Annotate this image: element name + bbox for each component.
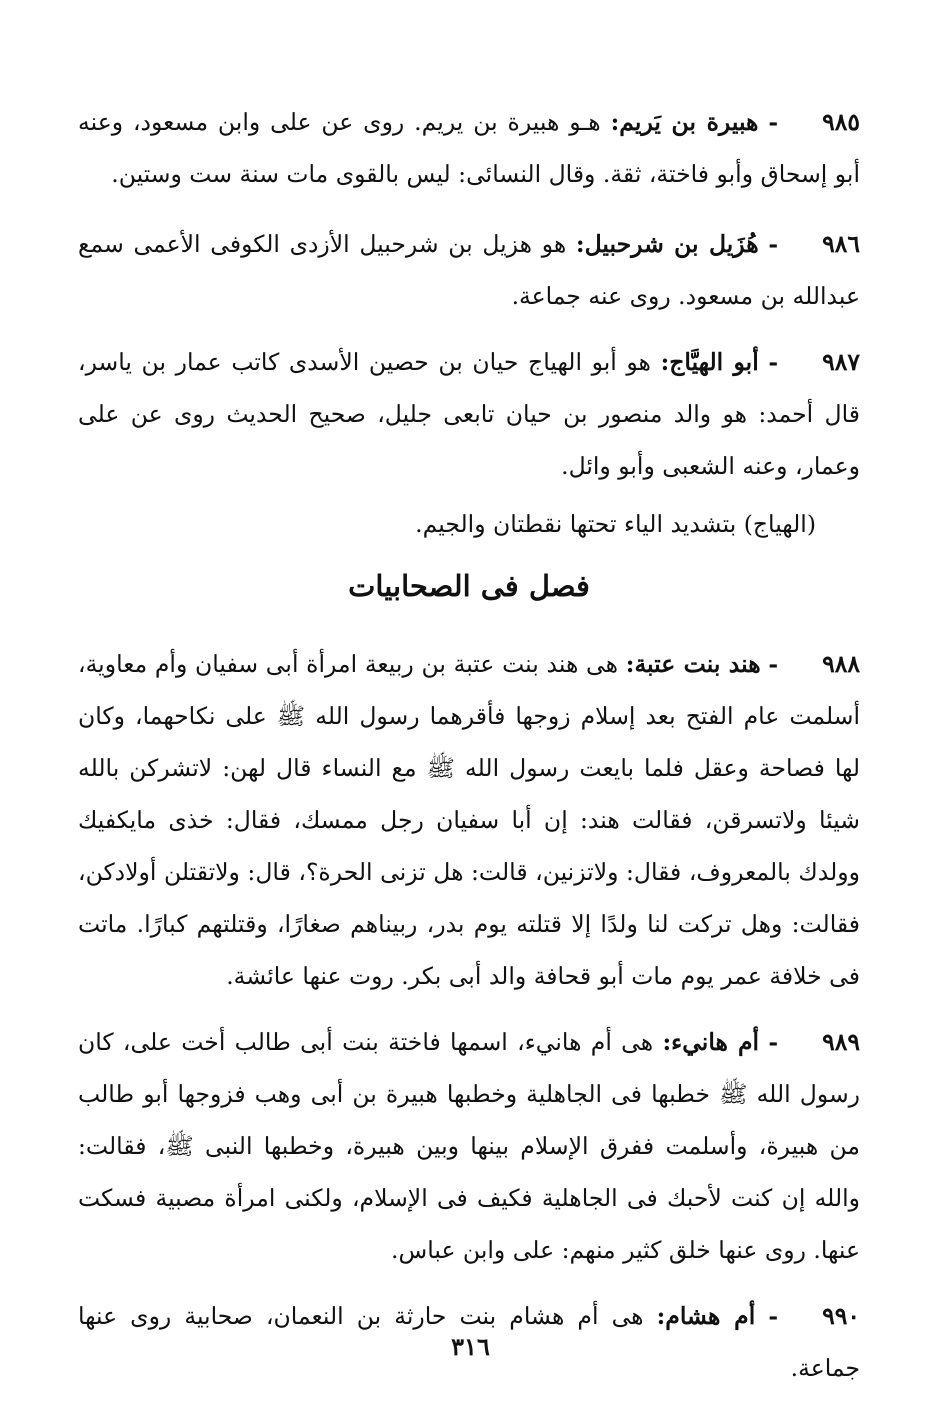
entry-986 [78, 218, 860, 322]
entry-name: أم هشام: [656, 1302, 756, 1330]
entry-number: ٩٨٥- [768, 108, 860, 136]
entry-text: هـو هبيرة بن يريم. روى عن على وابن مسعود، وعنه أبو إسحاق وأبو فاختة، ثقة. وقال النسائى: ليس بالقوى مات سنة ست وستين. [78, 108, 860, 188]
page-number: ٣١٦ [451, 1332, 490, 1361]
section-title: فصل فى الصحابيات [348, 569, 590, 603]
entry-name: هند بنت عتبة: [625, 650, 761, 678]
entry-number: ٩٨٨- [768, 650, 860, 678]
page-body [78, 96, 860, 1408]
entry-text: هو هزيل بن شرحبيل الأزدى الكوفى الأعمى سمع عبدالله بن مسعود. روى عنه جماعة. [78, 230, 860, 310]
entry-text: هى هند بنت عتبة بن ربيعة امرأة أبى سفيان وأم معاوية، أسلمت عام الفتح بعد إسلام زوجها فأقرهما رسول الله ﷺ على نكاحهما، وكان لها فصاحة وعقل فلما بايعت رسول الله ﷺ مع النساء قال لهن: لاتشركن بالله شيئا ولاتسرقن، فقالت هند: إن أبا سفيان رجل ممسك، فقال: خذى مايكفيك وولدك بالمعروف، فقال: ولاتزنين، قالت: هل تزنى الحرة؟، قال: ولاتقتلن أولادكن، فقالت: وهل تركت لنا ولدًا إلا قتلته يوم بدر، ربيناهم صغارًا، وقتلتهم كبارًا. ماتت فى خلافة عمر يوم مات أبو قحافة والد أبى بكر. روت عنها عائشة. [78, 650, 860, 990]
entry-text: هو أبو الهياج حيان بن حصين الأسدى كاتب عمار بن ياسر، قال أحمد: هو والد منصور بن حيان تابعى جليل، صحيح الحديث روى عن على وعمار، وعنه الشعبى وأبو وائل. [78, 348, 860, 480]
footnote: (الهياج) بتشديد الياء تحتها نقطتان والجيم. [415, 510, 816, 538]
entry-number: ٩٨٦- [768, 230, 860, 258]
entry-number: ٩٨٧- [768, 348, 860, 376]
entry-985 [78, 96, 860, 200]
entry-987 [78, 336, 860, 492]
entry-number: ٩٩٠- [768, 1302, 860, 1330]
entry-name: أم هانيء: [662, 1028, 760, 1056]
entry-name: أبو الهيَّاج: [660, 348, 759, 376]
entry-name: هبيرة بن يَريم: [610, 108, 759, 136]
entry-text: هى أم هشام بنت حارثة بن النعمان، صحابية روى عنها جماعة. [78, 1302, 860, 1382]
entry-988 [78, 638, 860, 1002]
entry-name: هُزَيل بن شرحبيل: [575, 230, 759, 258]
entry-text: هى أم هانيء، اسمها فاختة بنت أبى طالب أخت على، كان رسول الله ﷺ خطبها فى الجاهلية وخطبها هبيرة بن أبى وهب فزوجها أبو طالب من هبيرة، وأسلمت ففرق الإسلام بينها وبين هبيرة، وخطبها النبى ﷺ، فقالت: والله إن كنت لأحبك فى الجاهلية فكيف فى الإسلام، ولكنى امرأة مصبية فسكت عنها. روى عنها خلق كثير منهم: على وابن عباس. [78, 1028, 860, 1264]
entry-number: ٩٨٩- [768, 1028, 860, 1056]
entry-989 [78, 1016, 860, 1276]
